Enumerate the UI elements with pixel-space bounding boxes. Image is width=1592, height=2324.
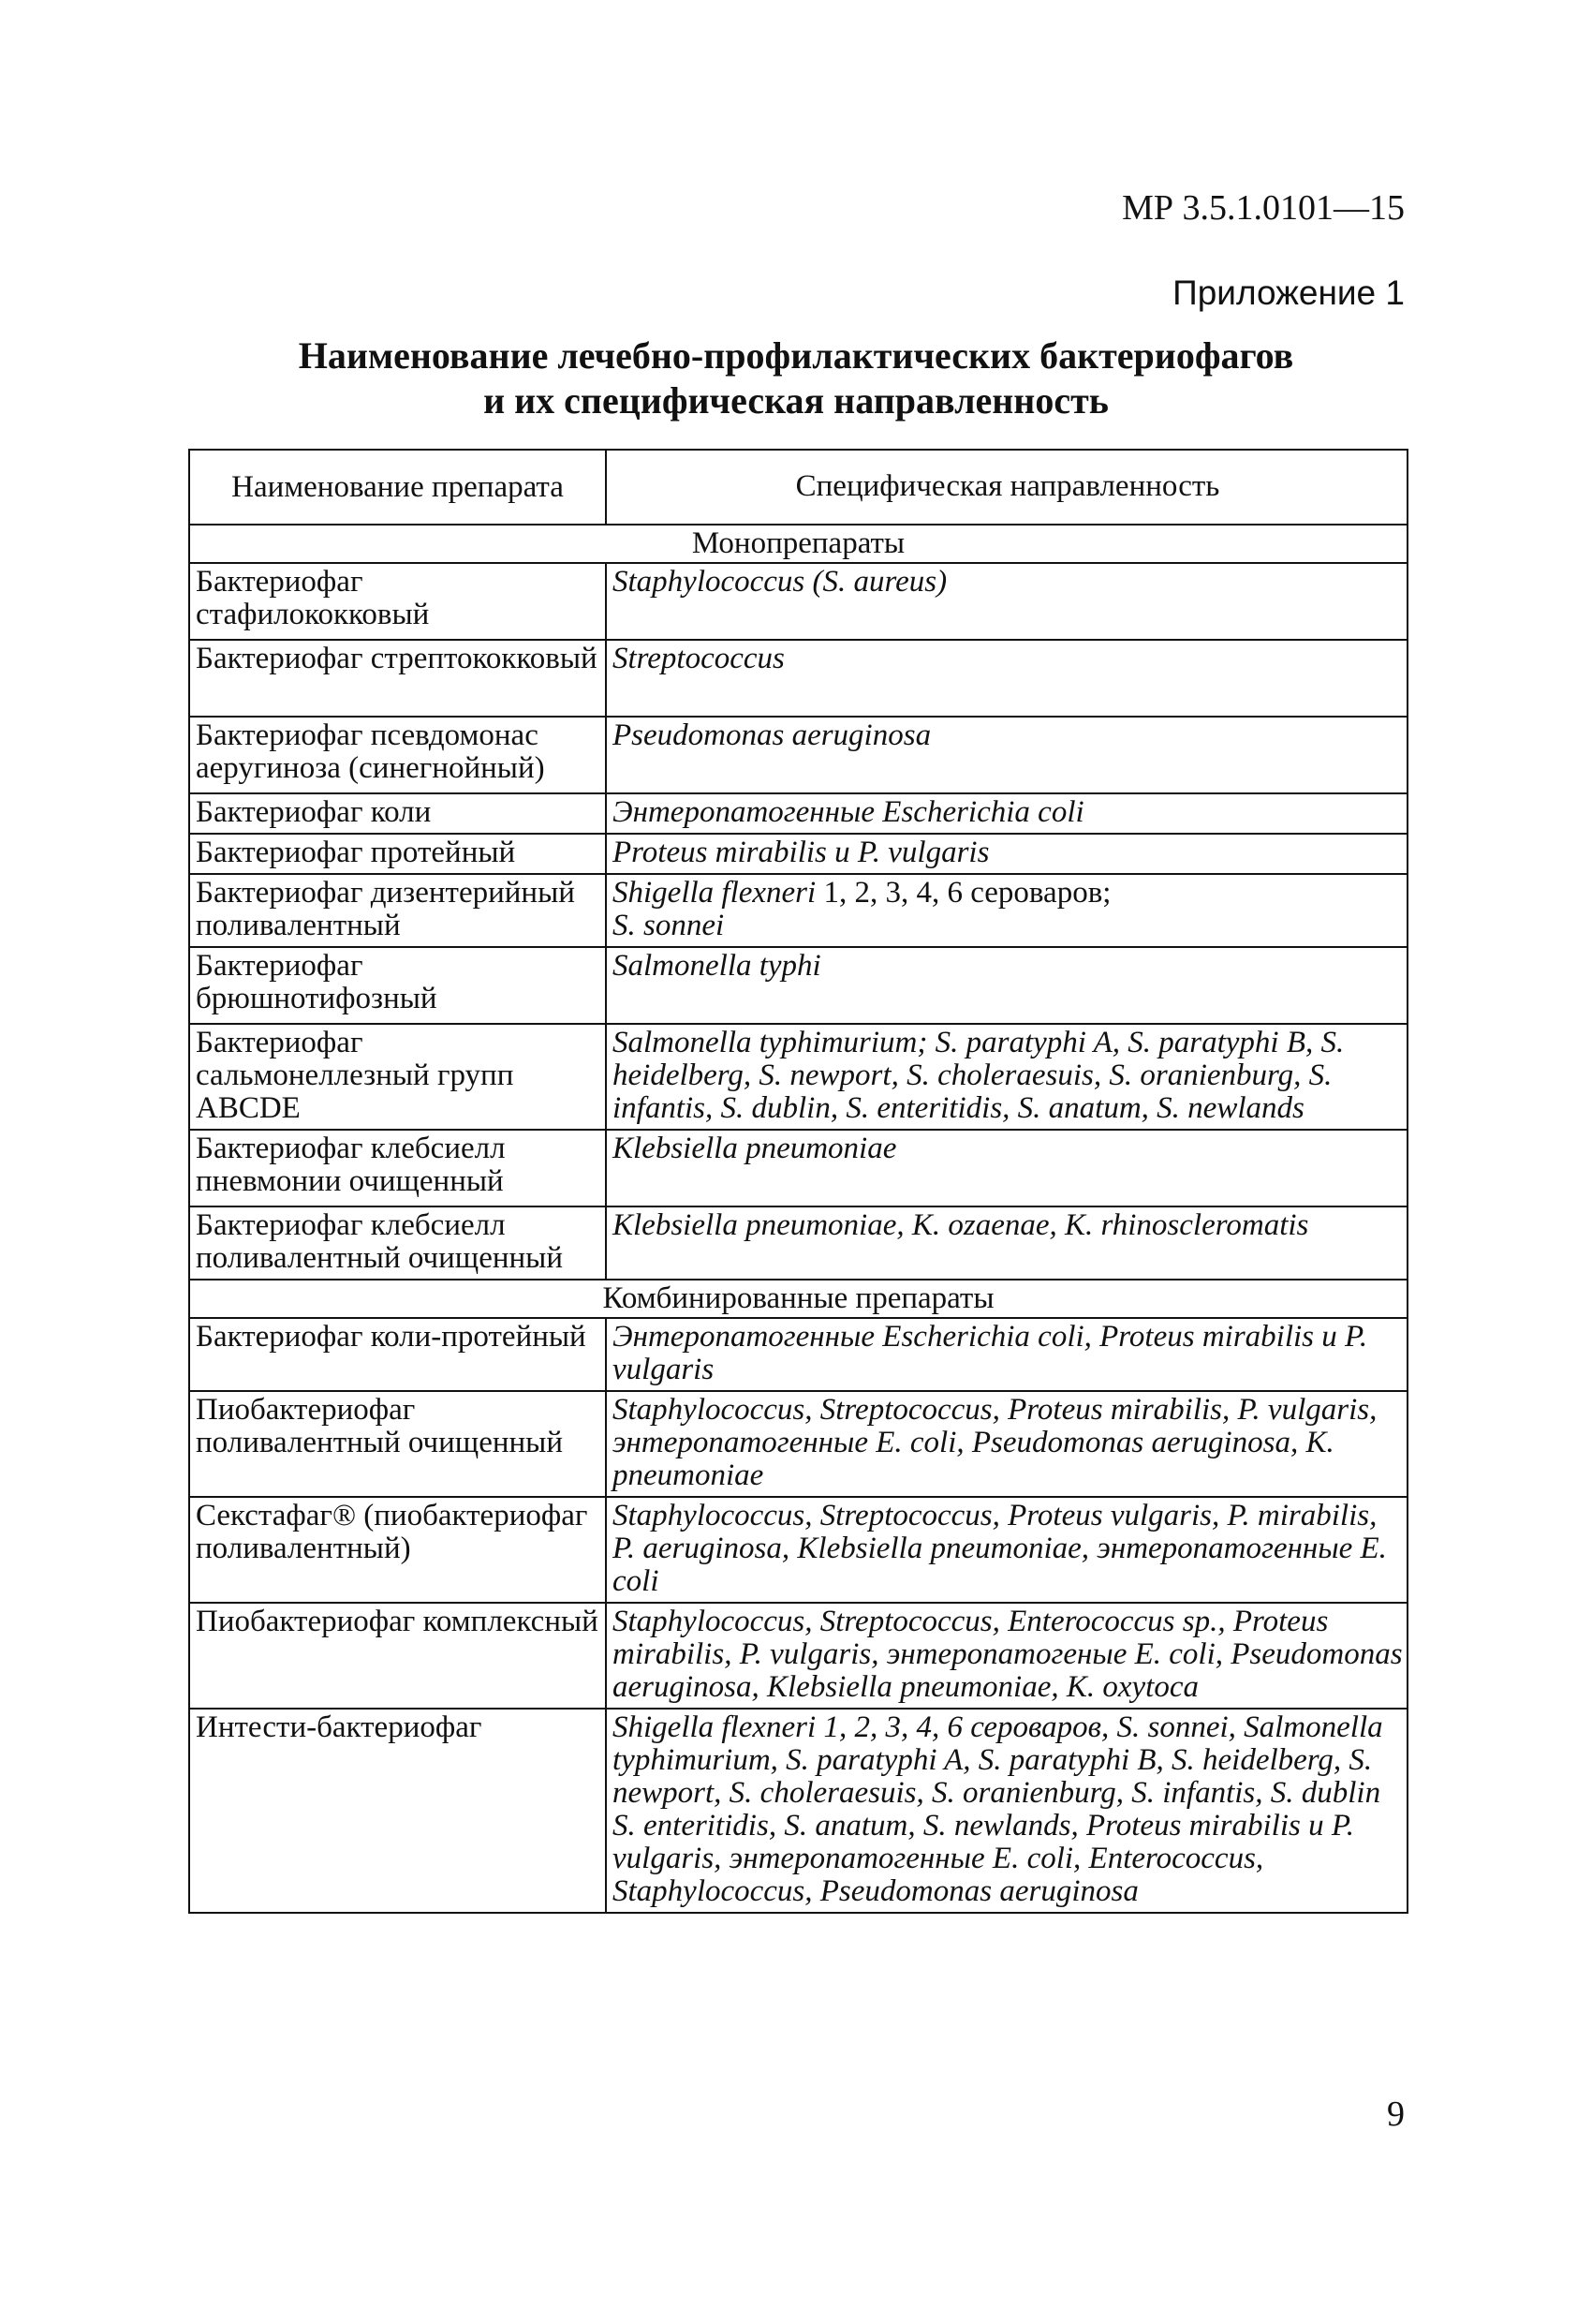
- drug-spec: Staphylococcus (S. aureus): [606, 563, 1408, 640]
- drug-spec: [606, 874, 1408, 947]
- header-name: Наименование препарата: [189, 450, 606, 525]
- table-row: [189, 640, 1408, 717]
- drug-spec: Shigella flexneri 1, 2, 3, 4, 6 сероваров, S. sonnei, Salmonella typhimurium, S. paratyphi A, S. paratyphi B, S. heidelberg, S. newport, S. choleraesuis, S. oranienburg, S. infantis, S. dublin S. enteritidis, S. anatum, S. newlands, Proteus mirabilis и P. vulgaris, энтеропатогенные E. coli, Enterococcus, Staphylococcus, Pseudomonas aeruginosa: [606, 1709, 1408, 1913]
- drug-name: Бактериофаг стафилококковый: [189, 563, 606, 640]
- drug-name: Бактериофаг брюшнотифозный: [189, 947, 606, 1024]
- drug-spec: Salmonella typhimurium; S. paratyphi A, S. paratyphi B, S. heidelberg, S. newport, S. choleraesuis, S. oranienburg, S. infantis, S. dublin, S. enteritidis, S. anatum, S. newlands: [606, 1024, 1408, 1130]
- page-number: 9: [1387, 2095, 1405, 2134]
- drug-name: Бактериофаг клебсиелл поливалентный очищенный: [189, 1206, 606, 1280]
- drug-name: Бактериофаг стрептококковый: [189, 640, 606, 717]
- drug-spec: Staphylococcus, Streptococcus, Proteus vulgaris, P. mirabilis, P. aeruginosa, Klebsiella pneumoniae, энтеропатогенные E. coli: [606, 1497, 1408, 1603]
- table-row: [189, 834, 1408, 874]
- drug-name: Пиобактериофаг поливалентный очищенный: [189, 1391, 606, 1497]
- drug-name: Бактериофаг дизентерийный поливалентный: [189, 874, 606, 947]
- drug-spec: Salmonella typhi: [606, 947, 1408, 1024]
- table-row: [189, 874, 1408, 947]
- spec-line-2: S. sonnei: [612, 909, 725, 942]
- drug-spec: Pseudomonas aeruginosa: [606, 717, 1408, 793]
- spec-rest: 1, 2, 3, 4, 6 сероваров;: [816, 876, 1112, 910]
- drug-name: Интести-бактериофаг: [189, 1709, 606, 1913]
- drug-spec: Klebsiella pneumoniae, K. ozaenae, K. rhinoscleromatis: [606, 1206, 1408, 1280]
- drug-spec: Энтеропатогенные Escherichia coli, Proteus mirabilis и P. vulgaris: [606, 1318, 1408, 1391]
- table-header-row: [189, 450, 1408, 525]
- section-row-mono: [189, 525, 1408, 563]
- drug-name: Пиобактериофаг комплексный: [189, 1603, 606, 1709]
- drug-name: Бактериофаг коли-протейный: [189, 1318, 606, 1391]
- table-row: [189, 1318, 1408, 1391]
- title-line-1: Наименование лечебно-профилактических бактериофагов: [298, 334, 1294, 377]
- spec-italic: Shigella flexneri: [612, 876, 817, 910]
- table-row: [189, 1391, 1408, 1497]
- drug-name: Бактериофаг сальмонеллезный групп ABCDE: [189, 1024, 606, 1130]
- drug-spec: Staphylococcus, Streptococcus, Proteus mirabilis, P. vulgaris, энтеропатогенные E. coli, Pseudomonas aeruginosa, K. pneumoniae: [606, 1391, 1408, 1497]
- title-line-2: и их специфическая направленность: [483, 379, 1109, 422]
- table-row: [189, 1709, 1408, 1913]
- page-title: [187, 333, 1405, 423]
- drug-name: Секстафаг® (пиобактериофаг поливалентный): [189, 1497, 606, 1603]
- table-row: [189, 1497, 1408, 1603]
- section-row-combo: [189, 1280, 1408, 1318]
- drug-spec: Klebsiella pneumoniae: [606, 1130, 1408, 1206]
- header-spec: Специфическая направленность: [606, 450, 1408, 525]
- drug-name: Бактериофаг псевдомонас аеругиноза (синегнойный): [189, 717, 606, 793]
- section-mono-label: Монопрепараты: [189, 525, 1408, 563]
- table-row: [189, 1206, 1408, 1280]
- table-row: [189, 717, 1408, 793]
- drug-spec: Streptococcus: [606, 640, 1408, 717]
- document-code: МР 3.5.1.0101—15: [1122, 188, 1405, 228]
- drug-spec: Энтеропатогенные Escherichia coli: [606, 793, 1408, 834]
- bacteriophage-table: [188, 449, 1408, 1914]
- table-row: [189, 947, 1408, 1024]
- table-row: [189, 563, 1408, 640]
- appendix-label: Приложение 1: [1172, 274, 1405, 312]
- table-row: [189, 793, 1408, 834]
- drug-spec: Proteus mirabilis и P. vulgaris: [606, 834, 1408, 874]
- drug-name: Бактериофаг клебсиелл пневмонии очищенный: [189, 1130, 606, 1206]
- table-row: [189, 1024, 1408, 1130]
- table-row: [189, 1130, 1408, 1206]
- drug-name: Бактериофаг коли: [189, 793, 606, 834]
- section-combo-label: Комбинированные препараты: [189, 1280, 1408, 1318]
- table-row: [189, 1603, 1408, 1709]
- drug-spec: Staphylococcus, Streptococcus, Enterococcus sp., Proteus mirabilis, P. vulgaris, энтеропатогеные E. coli, Pseudomonas aeruginosa, Klebsiella pneumoniae, K. oxytoca: [606, 1603, 1408, 1709]
- drug-name: Бактериофаг протейный: [189, 834, 606, 874]
